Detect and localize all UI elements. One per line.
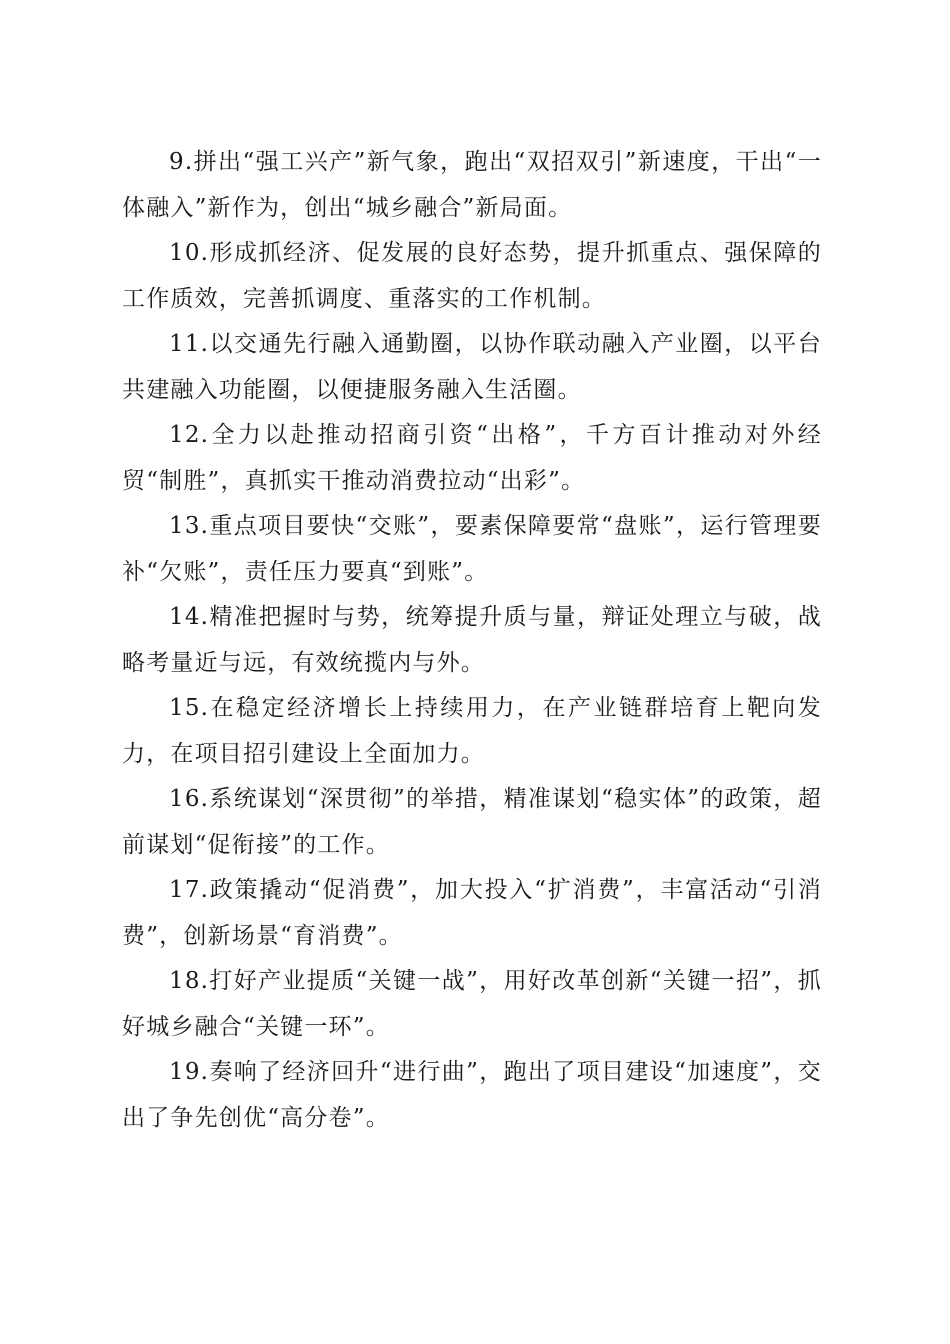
paragraph-14: 14.精准把握时与势，统筹提升质与量，辩证处理立与破，战略考量近与远，有效统揽内与外。 <box>122 604 822 676</box>
paragraph-15: 15.在稳定经济增长上持续用力，在产业链群培育上靶向发力，在项目招引建设上全面加力。 <box>122 695 822 767</box>
paragraph-9: 9.拼出“强工兴产”新气象，跑出“双招双引”新速度，干出“一体融入”新作为，创出“城乡融合”新局面。 <box>122 149 822 221</box>
paragraph-16: 16.系统谋划“深贯彻”的举措，精准谋划“稳实体”的政策，超前谋划“促衔接”的工作。 <box>122 786 822 858</box>
document-body <box>122 140 822 1141</box>
paragraph-19: 19.奏响了经济回升“进行曲”，跑出了项目建设“加速度”，交出了争先创优“高分卷”。 <box>122 1059 822 1131</box>
paragraph-12: 12.全力以赴推动招商引资“出格”，千方百计推动对外经贸“制胜”，真抓实干推动消费拉动“出彩”。 <box>122 422 822 494</box>
paragraph-11: 11.以交通先行融入通勤圈，以协作联动融入产业圈，以平台共建融入功能圈，以便捷服务融入生活圈。 <box>122 331 822 403</box>
paragraph-10: 10.形成抓经济、促发展的良好态势，提升抓重点、强保障的工作质效，完善抓调度、重落实的工作机制。 <box>122 240 822 312</box>
paragraph-17: 17.政策撬动“促消费”，加大投入“扩消费”，丰富活动“引消费”，创新场景“育消费”。 <box>122 877 822 949</box>
paragraph-13: 13.重点项目要快“交账”，要素保障要常“盘账”，运行管理要补“欠账”，责任压力要真“到账”。 <box>122 513 822 585</box>
paragraph-18: 18.打好产业提质“关键一战”，用好改革创新“关键一招”，抓好城乡融合“关键一环”。 <box>122 968 822 1040</box>
